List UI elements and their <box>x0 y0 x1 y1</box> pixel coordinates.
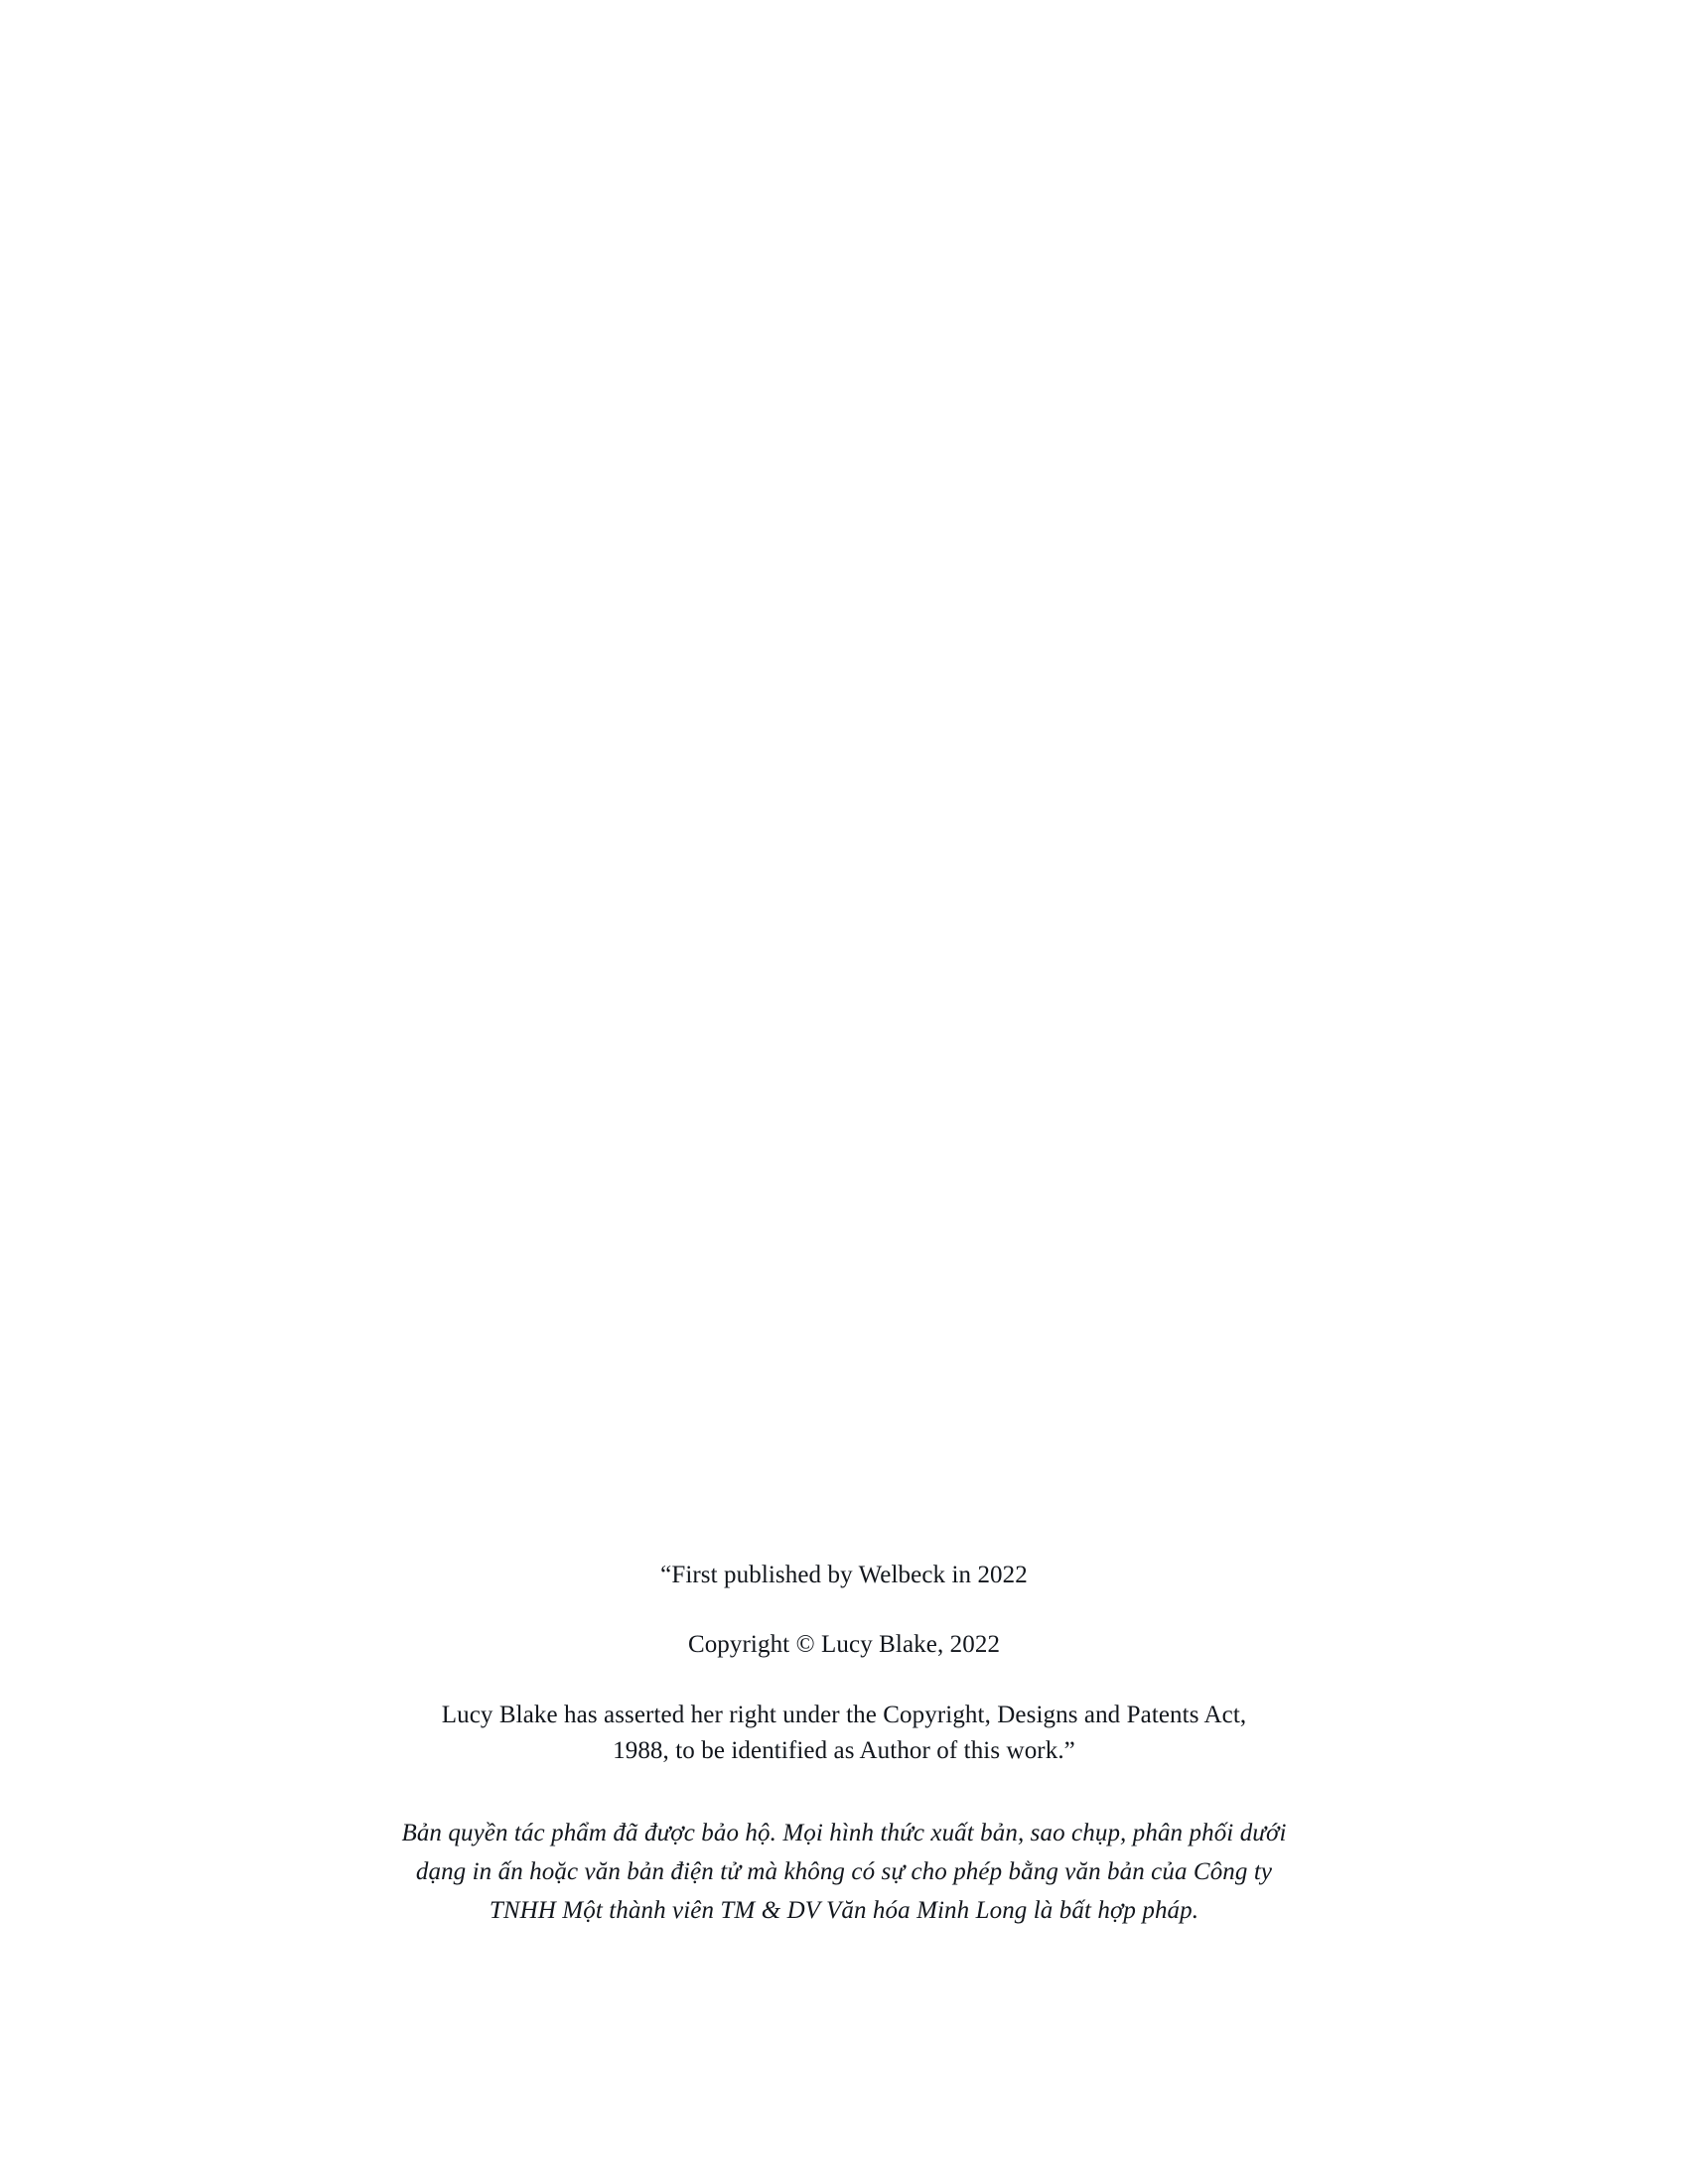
vietnamese-notice-line-1: Bản quyền tác phẩm đã được bảo hộ. Mọi hình thức xuất bản, sao chụp, phân phối dưới <box>401 1820 1287 1846</box>
first-published-line: “First published by Welbeck in 2022 <box>660 1562 1028 1588</box>
author-assertion-block <box>442 1698 1247 1770</box>
copyright-block <box>0 1559 1688 1930</box>
copyright-notice-line: Copyright © Lucy Blake, 2022 <box>687 1630 1001 1658</box>
author-assertion-line-1: Lucy Blake has asserted her right under the Copyright, Designs and Patents Act, <box>441 1701 1247 1728</box>
author-assertion-line-2: 1988, to be identified as Author of this work.” <box>613 1736 1075 1764</box>
vietnamese-rights-notice <box>401 1815 1286 1930</box>
vietnamese-notice-line-3: TNHH Một thành viên TM & DV Văn hóa Minh Long là bất hợp pháp. <box>489 1896 1199 1924</box>
vietnamese-notice-line-2: dạng in ấn hoặc văn bản điện tử mà không có sự cho phép bằng văn bản của Công ty <box>415 1857 1273 1885</box>
